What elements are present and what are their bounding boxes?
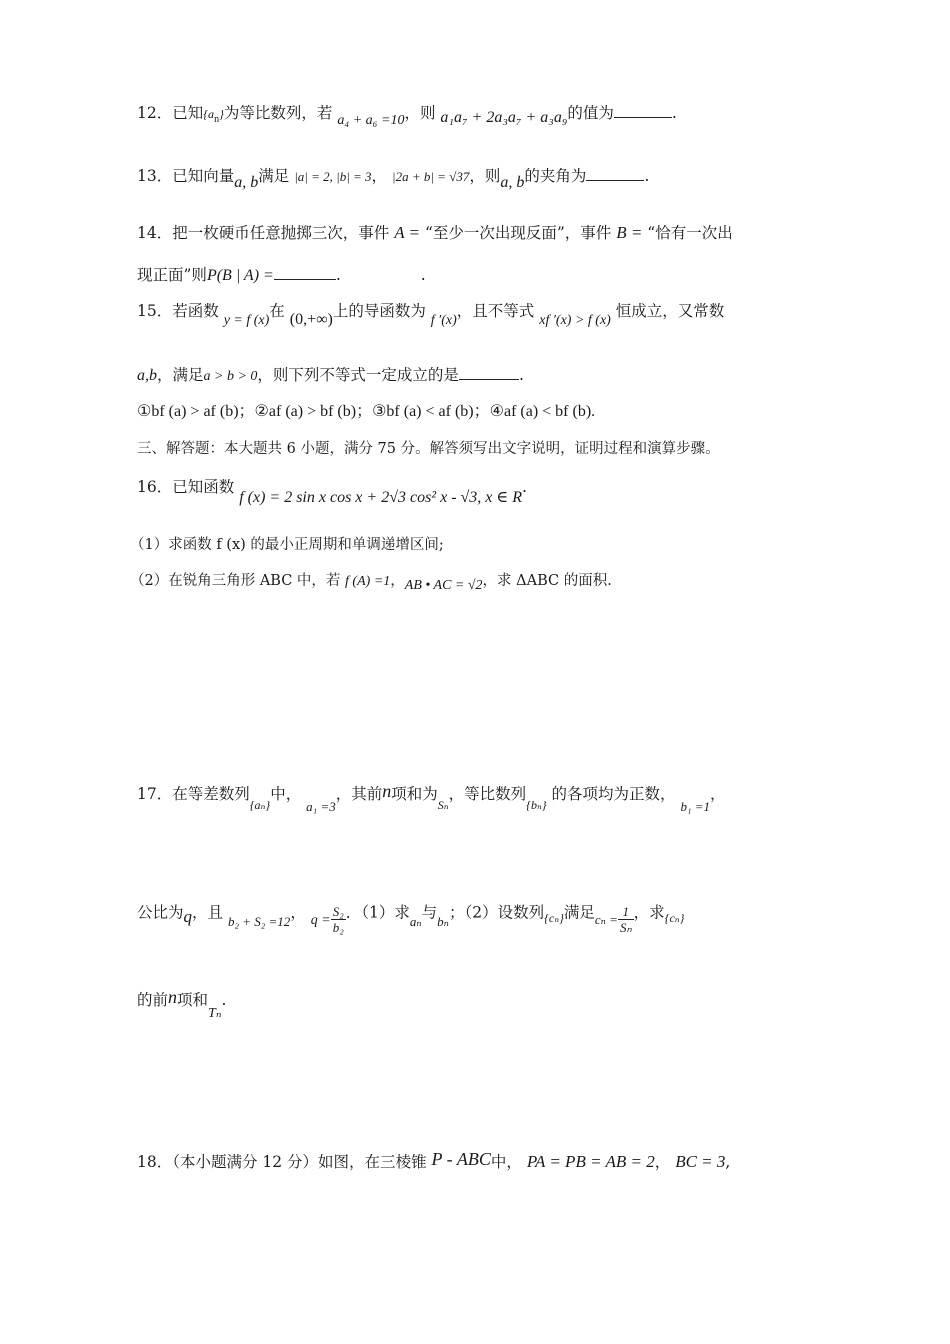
- q17-n-2: n: [168, 987, 178, 1007]
- answer-blank: [614, 103, 672, 118]
- q17-q-fraction: [331, 904, 346, 935]
- q13-condition-2: |2a + b| = √37: [392, 169, 470, 184]
- q15-text-1: 若函数: [172, 302, 219, 320]
- q13-vectors: a, b: [234, 174, 259, 191]
- q17-bn: bₙ: [437, 913, 449, 929]
- section-3-heading: [137, 438, 720, 460]
- q16-part-2-condition: f (A) =1: [345, 574, 391, 589]
- q17-an: aₙ: [409, 913, 422, 929]
- q17-sequence-c: {cₙ}: [544, 910, 564, 925]
- q12-end: .: [671, 104, 677, 122]
- question-number: 12．: [137, 104, 173, 122]
- q15-text-7: ，则下列不等式一定成立的是: [257, 366, 459, 384]
- q15-function: y = f (x): [223, 313, 270, 328]
- question-17-line-1: [137, 781, 726, 814]
- q17-sequence-b: {bₙ}: [526, 798, 547, 812]
- q16-part-2-dot-product: AB • AC = √2: [404, 578, 483, 593]
- q15-condition: a > b > 0: [203, 369, 258, 384]
- q16-function: f (x) = 2 sin x cos x + 2√3 cos² x - √3, x ∈ R: [239, 489, 523, 506]
- q18-end: ,: [725, 1153, 731, 1171]
- q18-condition-2: BC = 3: [675, 1152, 726, 1171]
- q14-text-1: 把一枚硬币任意抛掷三次，事件: [172, 224, 390, 242]
- q17-sn: Sₙ: [437, 798, 449, 812]
- q17-condition: b₂ + S₂ =12: [227, 913, 291, 929]
- section-3-text: 三、解答题：本大题共 6 小题，满分 75 分。解答须写出文字说明，证明过程和演算步骤。: [137, 441, 720, 457]
- q17-text-1: 在等差数列: [172, 785, 250, 803]
- q17-n: n: [382, 781, 392, 801]
- q16-part-1-text: （1）求函数 f (x) 的最小正周期和单调递增区间;: [130, 537, 444, 553]
- question-16-part-1: [130, 534, 444, 556]
- q13-condition-1: |a| = 2, |b| = 3: [294, 169, 372, 184]
- question-number: 15．: [137, 302, 173, 320]
- q17-text-17: 项和: [177, 991, 209, 1009]
- question-18: [137, 1150, 730, 1173]
- q12-text-2: 为等比数列，若: [223, 104, 333, 122]
- answer-blank: [459, 365, 519, 380]
- question-17-line-3: [137, 987, 227, 1021]
- q17-q: q: [183, 906, 193, 926]
- q13-vectors-2: a, b: [500, 174, 525, 191]
- q17-b1: b₁ =1: [680, 799, 711, 814]
- q16-part-2-text-1: （2）在锐角三角形 ABC 中，若: [130, 573, 341, 589]
- q15-inequality: xf ′(x) > f (x): [539, 313, 611, 328]
- q17-c-equals: cₙ =: [594, 911, 618, 927]
- q12-condition: a₄ + a₆ =10: [337, 113, 405, 128]
- q17-text-3: ，其前: [335, 785, 383, 803]
- q12-text-1: 已知: [172, 104, 204, 122]
- q17-sequence-c-2: {cₙ}: [664, 910, 685, 925]
- q15-text-2: 在: [269, 302, 285, 320]
- q12-sequence: $\{a_n\}$: [203, 107, 224, 125]
- q14-text-3: “恰有一次出: [647, 224, 733, 242]
- q17-text-2: 中，: [270, 785, 302, 803]
- question-14-line-2: [137, 264, 426, 287]
- q13-text-2: 满足: [258, 167, 290, 185]
- q16-part-2-text-3: ，求 ΔABC 的面积.: [482, 573, 612, 589]
- q13-text-3: ，: [371, 167, 388, 185]
- q18-text-3: ，: [654, 1153, 671, 1171]
- q17-c-fraction-denominator: Sₙ: [619, 920, 632, 935]
- q12-text-4: 的值为: [567, 104, 614, 122]
- q17-tn: Tₙ: [208, 1006, 222, 1021]
- q15-derivative: f ′(x): [430, 313, 457, 328]
- question-15-line-1: [137, 300, 725, 328]
- q17-q-equals: q =: [310, 912, 331, 928]
- q15-interval: (0,+∞): [289, 311, 333, 328]
- q13-text-1: 已知向量: [172, 167, 235, 185]
- q14-probability: P(B | A) =: [206, 267, 274, 284]
- q17-text-8: 公比为: [137, 903, 184, 922]
- q14-dot: .: [420, 266, 426, 284]
- q17-text-12: 与: [421, 903, 438, 922]
- question-15-options: [137, 400, 595, 423]
- q15-text-4: ，且不等式: [456, 302, 535, 320]
- q17-fraction-denominator: b₂: [332, 920, 344, 935]
- q18-text-1: （本小题满分 12 分）如图，在三棱锥: [172, 1153, 427, 1171]
- question-number: 18．: [137, 1153, 173, 1171]
- q14-event-a: A =: [394, 223, 420, 242]
- q14-event-b: B =: [616, 223, 643, 242]
- q17-text-14: 满足: [563, 903, 595, 922]
- question-12: [137, 102, 677, 127]
- q15-text-6: ，满足: [157, 366, 204, 384]
- q14-end: .: [335, 266, 341, 284]
- question-13: [137, 165, 650, 191]
- q17-text-15: ，求: [633, 903, 665, 922]
- q18-pyramid: P - ABC: [431, 1149, 491, 1169]
- q17-text-4: 项和为: [391, 785, 438, 803]
- q17-text-10: ，: [290, 903, 306, 922]
- q13-text-5: 的夹角为: [524, 167, 587, 185]
- q14-text-4: 现正面”则: [137, 266, 207, 284]
- q17-text-5: ，等比数列: [448, 785, 527, 803]
- q17-text-7: ，: [710, 785, 726, 803]
- q13-text-4: ，则: [469, 167, 501, 185]
- question-15-line-2: [137, 364, 524, 388]
- q17-text-16: 的前: [137, 991, 169, 1009]
- q17-c-fraction: [618, 904, 634, 935]
- question-number: 16．: [137, 478, 173, 496]
- q16-part-2-text-2: ，: [390, 573, 405, 589]
- q17-text-11: ．（1）求: [345, 903, 410, 922]
- q17-fraction-numerator: S₂: [332, 904, 344, 919]
- q15-options-text: ①bf (a) > af (b)；②af (a) > bf (b)；③bf (a) < af (b)；④af (a) < bf (b).: [137, 403, 596, 420]
- answer-blank: [274, 265, 336, 280]
- q16-end: .: [522, 478, 527, 496]
- q18-condition-1: PA = PB = AB = 2: [526, 1152, 655, 1171]
- q17-c-fraction-numerator: 1: [618, 904, 634, 920]
- q12-text-3: ，则: [404, 104, 436, 122]
- q14-text-2: “至少一次出现反面”，事件: [424, 224, 612, 242]
- q15-end: .: [518, 366, 524, 384]
- q12-expression: a₁a₇ + 2a₃a₇ + a₃a₉: [440, 109, 568, 126]
- q17-text-9: ，且: [192, 903, 224, 922]
- question-number: 13．: [137, 167, 173, 185]
- q15-variables: a,b: [137, 367, 157, 384]
- q18-text-2: 中，: [490, 1153, 522, 1171]
- question-number: 17．: [137, 785, 173, 803]
- q13-end: .: [644, 167, 650, 185]
- question-number: 14．: [137, 224, 173, 242]
- q17-text-6: 的各项均为正数，: [551, 785, 676, 803]
- question-16: [137, 476, 527, 506]
- q15-text-5: 恒成立，又常数: [615, 302, 725, 320]
- q17-text-13: ；（2）设数列: [448, 903, 545, 922]
- q17-a1: a₁ =3: [306, 799, 336, 814]
- q16-text-1: 已知函数: [172, 478, 235, 496]
- question-14-line-1: [137, 222, 733, 244]
- q15-text-3: 上的导函数为: [332, 302, 426, 320]
- answer-blank: [586, 166, 644, 181]
- q17-sequence-a: {aₙ}: [249, 798, 271, 812]
- q17-end: .: [221, 991, 227, 1009]
- question-16-part-2: [130, 570, 612, 593]
- question-17-line-2: [137, 898, 685, 935]
